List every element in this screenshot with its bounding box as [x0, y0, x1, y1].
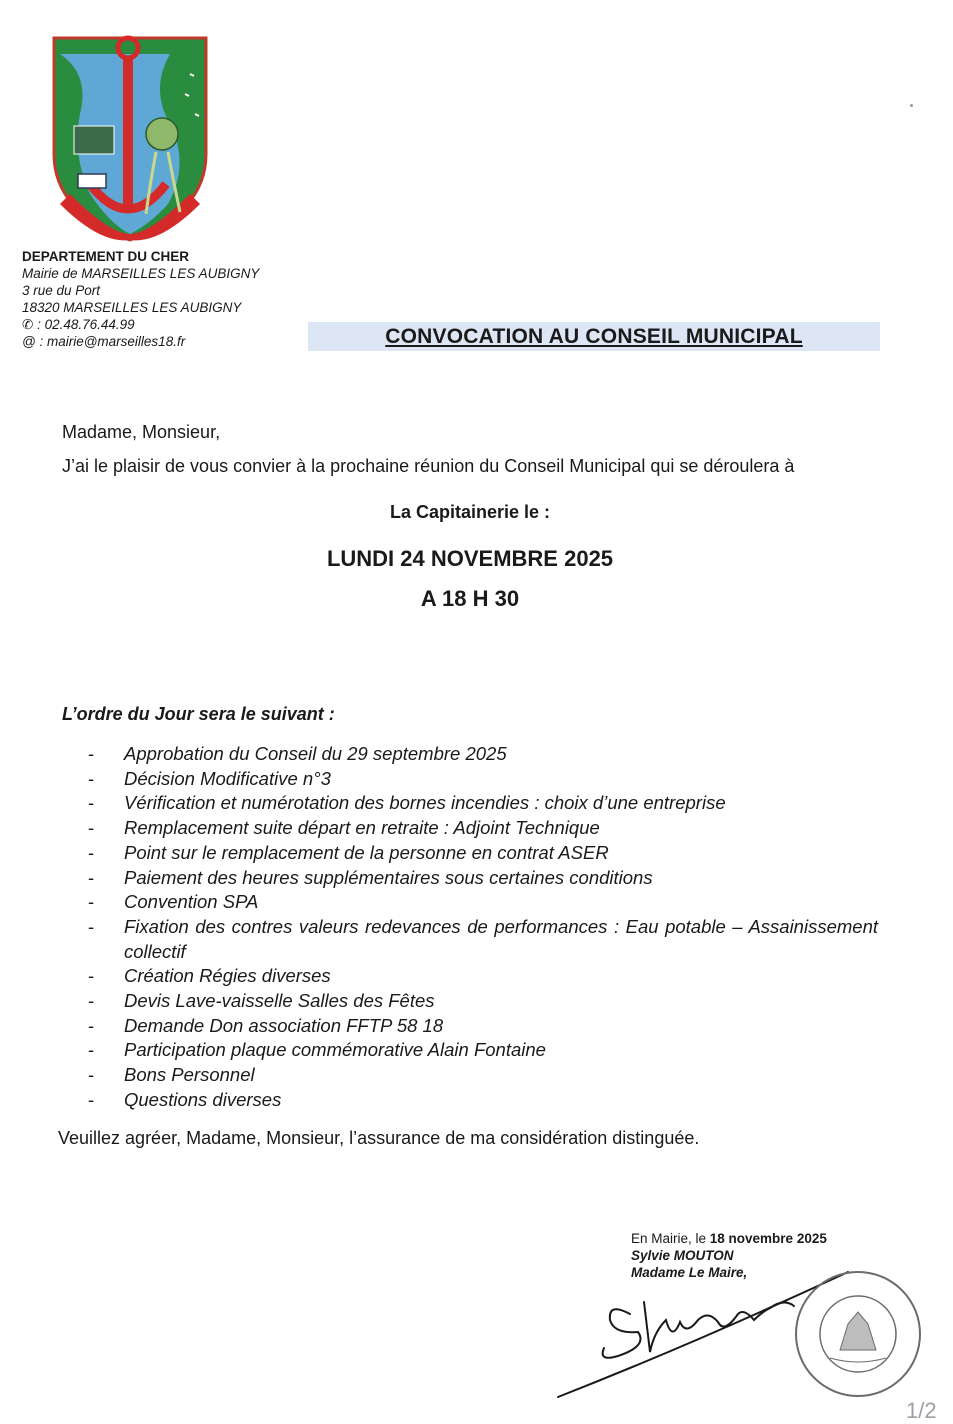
signature-and-stamp: [548, 1262, 948, 1412]
agenda-item: - Remplacement suite départ en retraite : Adjoint Technique: [88, 816, 878, 841]
mairie-phone: [22, 316, 259, 333]
mayor-name: Sylvie MOUTON: [631, 1248, 734, 1263]
mairie-header: [22, 248, 259, 350]
official-stamp-icon: [796, 1272, 920, 1396]
handwritten-signature-icon: [558, 1272, 848, 1397]
mairie-name: Mairie de MARSEILLES LES AUBIGNY: [22, 266, 260, 281]
meeting-date: LUNDI 24 NOVEMBRE 2025: [326, 546, 614, 571]
meeting-place: La Capitainerie le :: [389, 502, 551, 522]
phone-icon: ✆: [22, 317, 34, 332]
scan-speck: [910, 104, 913, 107]
signature-date-prefix: En Mairie, le: [631, 1231, 710, 1246]
mairie-city: 18320 MARSEILLES LES AUBIGNY: [22, 300, 242, 315]
signature-date: 18 novembre 2025: [709, 1231, 827, 1246]
agenda-title: L’ordre du Jour sera le suivant :: [62, 704, 335, 724]
agenda-item: - Approbation du Conseil du 29 septembre 2025: [88, 742, 878, 767]
agenda-item: - Décision Modificative n°3: [88, 767, 878, 792]
mairie-email: @ : mairie@marseilles18.fr: [22, 334, 186, 349]
agenda-item: - Questions diverses: [88, 1088, 878, 1113]
phone-number: : 02.48.76.44.99: [33, 317, 135, 332]
meeting-time: A 18 H 30: [420, 586, 520, 611]
mairie-street: 3 rue du Port: [22, 283, 101, 298]
municipal-crest-icon: [50, 34, 210, 244]
agenda-list: [88, 742, 878, 1113]
agenda-item: - Bons Personnel: [88, 1063, 878, 1088]
agenda-item: - Devis Lave-vaisselle Salles des Fêtes: [88, 989, 878, 1014]
agenda-item: - Paiement des heures supplémentaires sous certaines conditions: [88, 866, 878, 891]
agenda-item: - Demande Don association FFTP 58 18: [88, 1014, 878, 1039]
department-name: DEPARTEMENT DU CHER: [22, 249, 190, 264]
agenda-item: - Vérification et numérotation des bornes incendies : choix d’une entreprise: [88, 791, 878, 816]
agenda-item: - Point sur le remplacement de la personne en contrat ASER: [88, 841, 878, 866]
page-number: 1/2: [906, 1398, 937, 1423]
agenda-item: - Fixation des contres valeurs redevances de performances : Eau potable – Assainissement collectif: [88, 915, 878, 964]
agenda-item: - Création Régies diverses: [88, 964, 878, 989]
mayor-role: Madame Le Maire,: [631, 1265, 748, 1280]
closing-formula: Veuillez agréer, Madame, Monsieur, l’assurance de ma considération distinguée.: [58, 1128, 700, 1148]
greeting: Madame, Monsieur,: [62, 422, 221, 442]
agenda-item: - Convention SPA: [88, 890, 878, 915]
document-title-box: [308, 322, 880, 351]
agenda-item: - Participation plaque commémorative Alain Fontaine: [88, 1038, 878, 1063]
document-title: CONVOCATION AU CONSEIL MUNICIPAL: [385, 325, 803, 348]
intro-text: J’ai le plaisir de vous convier à la prochaine réunion du Conseil Municipal qui se déroulera à: [62, 456, 795, 476]
signature-date-line: [631, 1230, 827, 1247]
